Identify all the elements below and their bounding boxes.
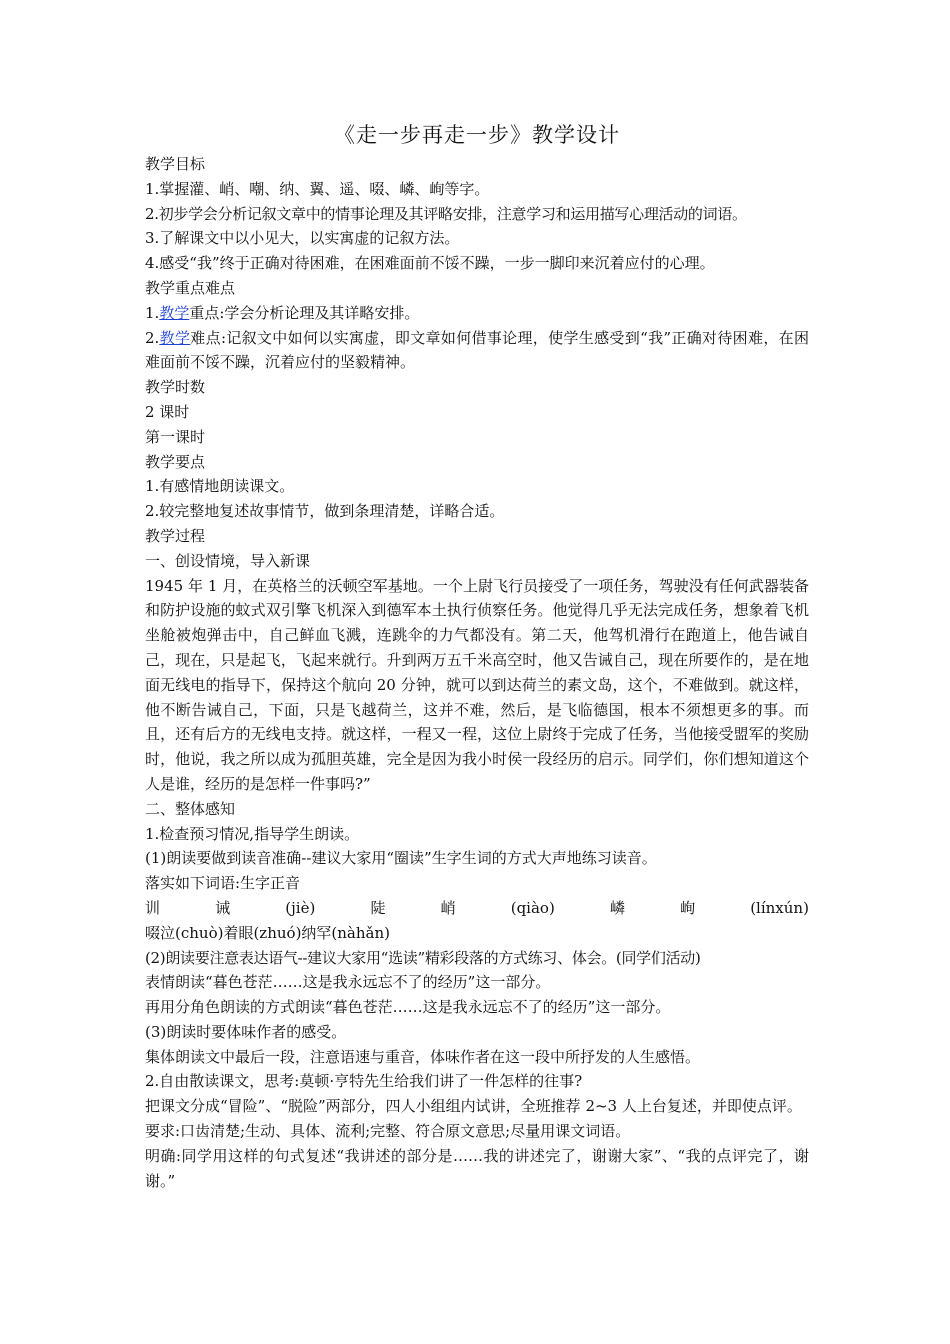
keypoint-2 <box>145 326 809 376</box>
pinyin-cell: (línxún) <box>750 898 809 917</box>
keypoint-2-text: 难点:记叙文中如何以实寓虚，即文章如何借事论理，使学生感受到“我”正确对待困难，在困难面前不馁不躁，沉着应付的坚毅精神。 <box>145 328 809 372</box>
keypoint-1 <box>145 301 809 326</box>
section-2-heading: 二、整体感知 <box>145 799 236 818</box>
keypoint-1-link[interactable]: 教学 <box>159 303 190 322</box>
document-page <box>145 120 809 1193</box>
section-2-item-12: 要求:口齿清楚;生动、具体、流利;完整、符合原文意思;尽量用课文词语。 <box>145 1122 631 1141</box>
points-heading: 教学要点 <box>145 452 206 471</box>
pinyin-cell: (jiè) <box>285 898 316 917</box>
pinyin-cell: (qiào) <box>510 898 555 917</box>
document-title: 《走一步再走一步》教学设计 <box>334 123 620 147</box>
point-1: 1.有感情地朗读课文。 <box>145 477 295 496</box>
section-2-item-8: (3)朗读时要体味作者的感受。 <box>145 1022 347 1041</box>
hours-heading: 教学时数 <box>145 378 206 397</box>
keypoint-1-number: 1. <box>145 303 160 322</box>
pinyin-cell: 嶙 <box>609 898 625 917</box>
section-2-item-2: (1)朗读要做到读音准确--建议大家用“圈读”生字生词的方式大声地练习读音。 <box>145 849 657 868</box>
objective-3: 3.了解课文中以小见大，以实寓虚的记叙方法。 <box>145 229 460 248</box>
section-2-item-13: 明确:同学用这样的句式复述“我讲述的部分是……我的讲述完了，谢谢大家”、“我的点评完了，谢谢。” <box>145 1146 809 1190</box>
section-2-item-10: 2.自由散读课文，思考:莫顿·亨特先生给我们讲了一件怎样的往事? <box>145 1072 583 1091</box>
keypoint-1-text: 重点:学会分析论理及其详略安排。 <box>189 303 420 322</box>
pinyin-cell: 诫 <box>215 898 231 917</box>
section-2-item-9: 集体朗读文中最后一段，注意语速与重音，体味作者在这一段中所抒发的人生感悟。 <box>145 1047 701 1066</box>
pinyin-cell: 陡 <box>370 898 386 917</box>
section-1-heading: 一、创设情境，导入新课 <box>145 551 311 570</box>
pinyin-row <box>145 896 809 921</box>
pinyin-cell: 训 <box>145 898 161 917</box>
objectives-heading: 教学目标 <box>145 155 206 173</box>
hours-value: 2 课时 <box>145 402 190 421</box>
section-1-paragraph: 1945 年 1 月，在英格兰的沃顿空军基地。一个上尉飞行员接受了一项任务，驾驶没有任何武器装备和防护设施的蚊式双引擎飞机深入到德军本土执行侦察任务。他觉得几乎无法完成任务，想象着飞机坐舱被炮弹击中，自己鲜血飞溅，连跳伞的力气都没有。第二天，他驾机滑行在跑道上，他告诫自己，现在，只是起飞，飞起来就行。升到两万五千米高空时，他又告诫自己，现在所要作的，是在地面无线电的指导下，保持这个航向 20 分钟，就可以到达荷兰的素文岛，这个，不难做到。就这样，他不断告诫自己，下面，只是飞越荷兰，这并不难，然后，是飞临德国，根本不须想更多的事。而且，还有后方的无线电支持。就这样，一程又一程，这位上尉终于完成了任务，当他接受盟军的奖励时，他说，我之所以成为孤胆英雄，完全是因为我小时侯一段经历的启示。同学们，你们想知道这个人是谁，经历的是怎样一件事吗?” <box>145 576 809 793</box>
keypoints-heading: 教学重点难点 <box>145 278 236 297</box>
keypoint-2-number: 2. <box>145 328 160 347</box>
objective-1: 1.掌握灌、峭、嘲、纳、翼、遥、啜、嶙、峋等字。 <box>145 179 490 198</box>
section-2-item-4: 啜泣(chuò)着眼(zhuó)纳罕(nàhǎn) <box>145 923 390 942</box>
first-lesson-heading: 第一课时 <box>145 427 206 446</box>
objective-4: 4.感受“我”终于正确对待困难，在困难面前不馁不躁，一步一脚印来沉着应付的心理。 <box>145 254 715 273</box>
section-2-item-3: 落实如下词语:生字正音 <box>145 874 301 893</box>
process-heading: 教学过程 <box>145 526 206 545</box>
section-2-item-6: 表情朗读“暮色苍茫……这是我永远忘不了的经历”这一部分。 <box>145 973 551 992</box>
section-2-item-11: 把课文分成“冒险”、“脱险”两部分，四人小组组内试讲，全班推荐 2~3 人上台复述，并即使点评。 <box>145 1097 802 1116</box>
pinyin-cell: 峭 <box>440 898 456 917</box>
objective-2: 2.初步学会分析记叙文章中的情事论理及其评略安排，注意学习和运用描写心理活动的词语。 <box>145 204 747 223</box>
pinyin-cell: 峋 <box>680 898 696 917</box>
section-2-item-5: (2)朗读要注意表达语气--建议大家用“选读”精彩段落的方式练习、体会。(同学们活动) <box>145 948 701 967</box>
point-2: 2.较完整地复述故事情节，做到条理清楚，详略合适。 <box>145 502 505 521</box>
keypoint-2-link[interactable]: 教学 <box>159 328 191 347</box>
section-2-item-7: 再用分角色朗读的方式朗读“暮色苍茫……这是我永远忘不了的经历”这一部分。 <box>145 998 671 1017</box>
section-2-item-1: 1.检查预习情况,指导学生朗读。 <box>145 824 360 843</box>
